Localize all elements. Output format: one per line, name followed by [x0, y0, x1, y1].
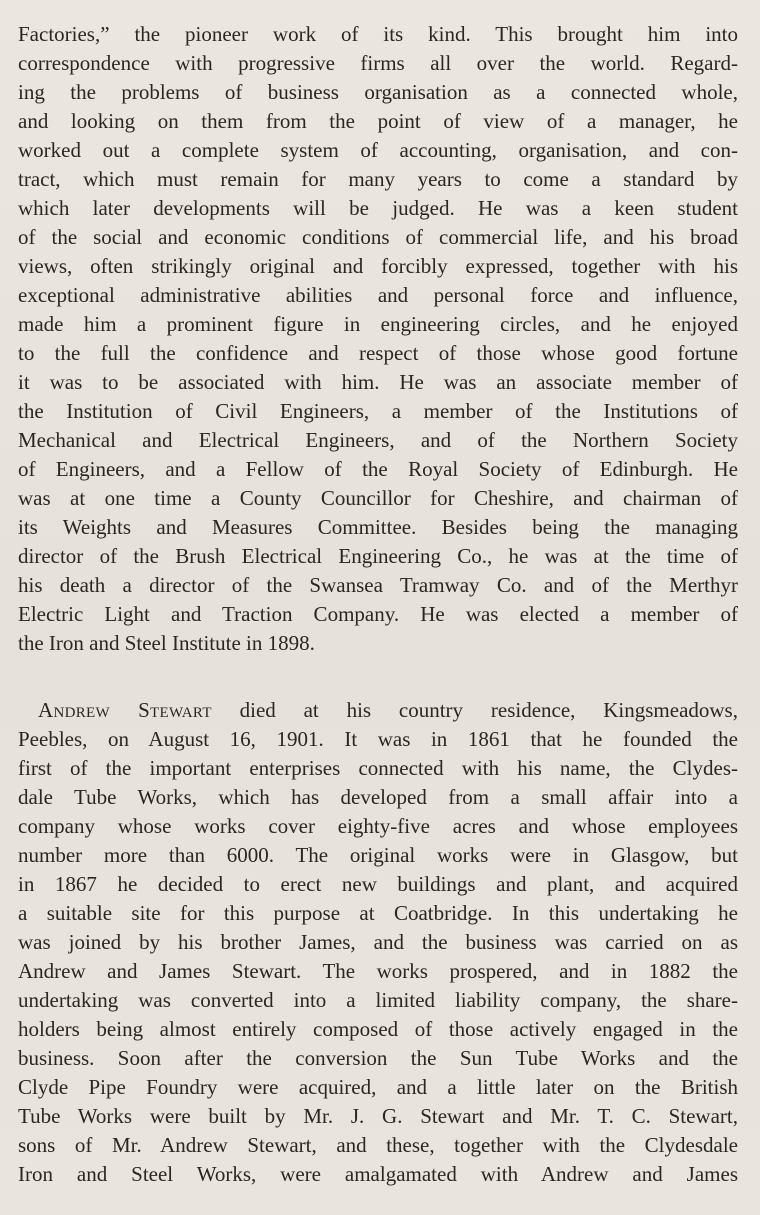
text-line: made him a prominent figure in engineering circles, and he enjoyed	[18, 312, 738, 336]
text-line: sons of Mr. Andrew Stewart, and these, together with the Clydesdale	[18, 1133, 738, 1157]
text-line: correspondence with progressive firms all over the world. Regard-	[18, 51, 738, 75]
text-line: dale Tube Works, which has developed from a small affair into a	[18, 785, 738, 809]
text-line: number more than 6000. The original works were in Glasgow, but	[18, 843, 738, 867]
person-name: Andrew Stewart	[38, 698, 212, 722]
text-line: was at one time a County Councillor for Cheshire, and chairman of	[18, 486, 738, 510]
text-line: in 1867 he decided to erect new buildings and plant, and acquired	[18, 872, 738, 896]
text-line: Electric Light and Traction Company. He was elected a member of	[18, 602, 738, 626]
text-line: director of the Brush Electrical Engineering Co., he was at the time of	[18, 544, 738, 568]
text-line: undertaking was converted into a limited liability company, the share-	[18, 988, 738, 1012]
text-line: holders being almost entirely composed of those actively engaged in the	[18, 1017, 738, 1041]
text-line: its Weights and Measures Committee. Besides being the managing	[18, 515, 738, 539]
text-line: the Iron and Steel Institute in 1898.	[18, 631, 315, 655]
text-line: Andrew and James Stewart. The works prospered, and in 1882 the	[18, 959, 738, 983]
text-line: views, often strikingly original and forcibly expressed, together with his	[18, 254, 738, 278]
text-line: his death a director of the Swansea Tramway Co. and of the Merthyr	[18, 573, 738, 597]
text-line: and looking on them from the point of view of a manager, he	[18, 109, 738, 133]
text-line: company whose works cover eighty-five acres and whose employees	[18, 814, 738, 838]
text-line: Iron and Steel Works, were amalgamated with Andrew and James	[18, 1162, 738, 1186]
text-line: was joined by his brother James, and the business was carried on as	[18, 930, 738, 954]
text-line: worked out a complete system of accounting, organisation, and con-	[18, 138, 738, 162]
text-line: exceptional administrative abilities and personal force and influence,	[18, 283, 738, 307]
text-line: business. Soon after the conversion the Sun Tube Works and the	[18, 1046, 738, 1070]
text-line: to the full the confidence and respect of those whose good fortune	[18, 341, 738, 365]
text-line-first	[18, 696, 738, 725]
text-line: first of the important enterprises connected with his name, the Clydes-	[18, 756, 738, 780]
text-line-first-rest: died at his country residence, Kingsmeadows,	[211, 698, 738, 722]
text-line: Factories,” the pioneer work of its kind. This brought him into	[18, 22, 738, 46]
text-line: Clyde Pipe Foundry were acquired, and a little later on the British	[18, 1075, 738, 1099]
text-line: tract, which must remain for many years to come a standard by	[18, 167, 738, 191]
text-line: Peebles, on August 16, 1901. It was in 1861 that he founded the	[18, 727, 738, 751]
text-line: Mechanical and Electrical Engineers, and of the Northern Society	[18, 428, 738, 452]
text-line: it was to be associated with him. He was an associate member of	[18, 370, 738, 394]
text-line: a suitable site for this purpose at Coatbridge. In this undertaking he	[18, 901, 738, 925]
text-line: ing the problems of business organisation as a connected whole,	[18, 80, 738, 104]
text-line: Tube Works were built by Mr. J. G. Stewart and Mr. T. C. Stewart,	[18, 1104, 738, 1128]
text-line: of the social and economic conditions of commercial life, and his broad	[18, 225, 738, 249]
text-line: of Engineers, and a Fellow of the Royal Society of Edinburgh. He	[18, 457, 738, 481]
text-line: the Institution of Civil Engineers, a member of the Institutions of	[18, 399, 738, 423]
text-line: which later developments will be judged. He was a keen student	[18, 196, 738, 220]
